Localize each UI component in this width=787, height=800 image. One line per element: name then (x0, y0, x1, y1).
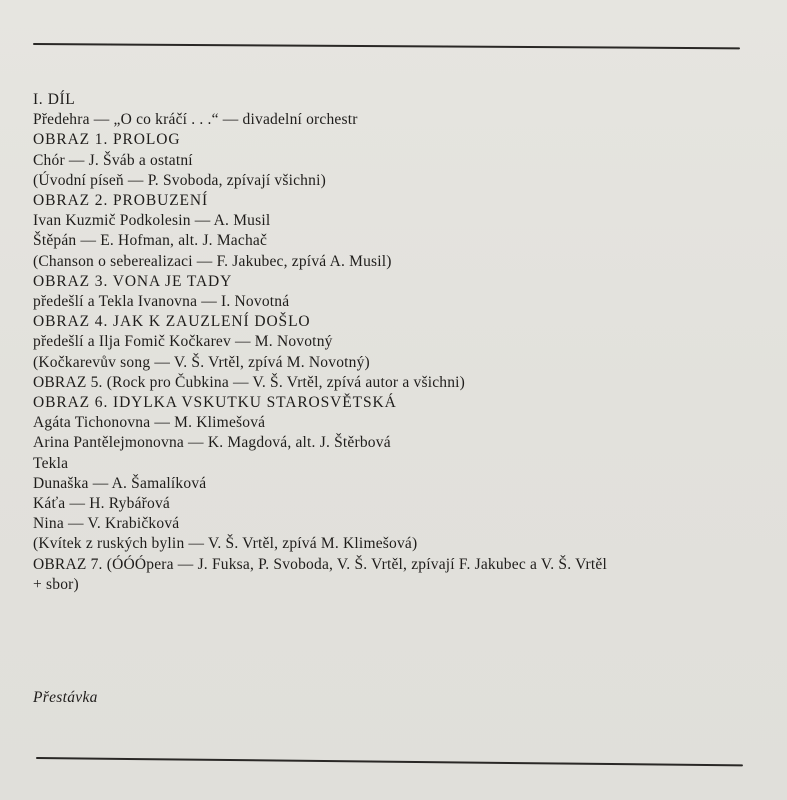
cast-line: Předehra — „O co kráčí . . .“ — divadelní orchestr (33, 111, 358, 129)
cast-line: Chór — J. Šváb a ostatní (33, 151, 193, 169)
cast-line: předešlí a Tekla Ivanovna — I. Novotná (33, 293, 290, 311)
scene-heading: OBRAZ 2. PROBUZENÍ (33, 192, 209, 210)
cast-list (33, 90, 753, 595)
cast-line: Ivan Kuzmič Podkolesin — A. Musil (33, 212, 271, 230)
cast-line: Štěpán — E. Hofman, alt. J. Machač (33, 232, 268, 250)
top-rule (33, 43, 740, 49)
cast-line: + sbor) (33, 575, 79, 593)
cast-line: (Kočkarevův song — V. Š. Vrtěl, zpívá M. Novotný) (33, 353, 370, 371)
cast-line: (Chanson o seberealizaci — F. Jakubec, zpívá A. Musil) (33, 252, 392, 270)
cast-line: (Kvítek z ruských bylin — V. Š. Vrtěl, zpívá M. Klimešová) (33, 535, 418, 553)
scene-heading: OBRAZ 3. VONA JE TADY (33, 272, 233, 290)
cast-line: (Úvodní píseň — P. Svoboda, zpívají všichni) (33, 171, 326, 189)
scene-heading: OBRAZ 1. PROLOG (33, 131, 181, 149)
cast-line: Agáta Tichonovna — M. Klimešová (33, 414, 266, 432)
intermission-label: Přestávka (33, 689, 98, 706)
cast-line: předešlí a Ilja Fomič Kočkarev — M. Novotný (33, 333, 333, 351)
scene-heading: OBRAZ 4. JAK K ZAUZLENÍ DOŠLO (33, 313, 311, 331)
cast-line: Káťa — H. Rybářová (33, 495, 171, 513)
cast-line: Arina Pantělejmonovna — K. Magdová, alt. J. Štěrbová (33, 434, 391, 452)
cast-line: OBRAZ 5. (Rock pro Čubkina — V. Š. Vrtěl, zpívá autor a všichni) (33, 373, 466, 391)
bottom-rule (36, 757, 743, 766)
cast-line: Tekla (33, 454, 69, 472)
cast-line: OBRAZ 7. (ÓÓÓpera — J. Fuksa, P. Svoboda, V. Š. Vrtěl, zpívají F. Jakubec a V. Š. Vrtěl (33, 555, 608, 573)
cast-line: Dunaška — A. Šamalíková (33, 474, 207, 492)
part-heading: I. DÍL (33, 91, 76, 108)
cast-line: Nina — V. Krabičková (33, 515, 180, 533)
scene-heading: OBRAZ 6. IDYLKA VSKUTKU STAROSVĚTSKÁ (33, 394, 397, 412)
